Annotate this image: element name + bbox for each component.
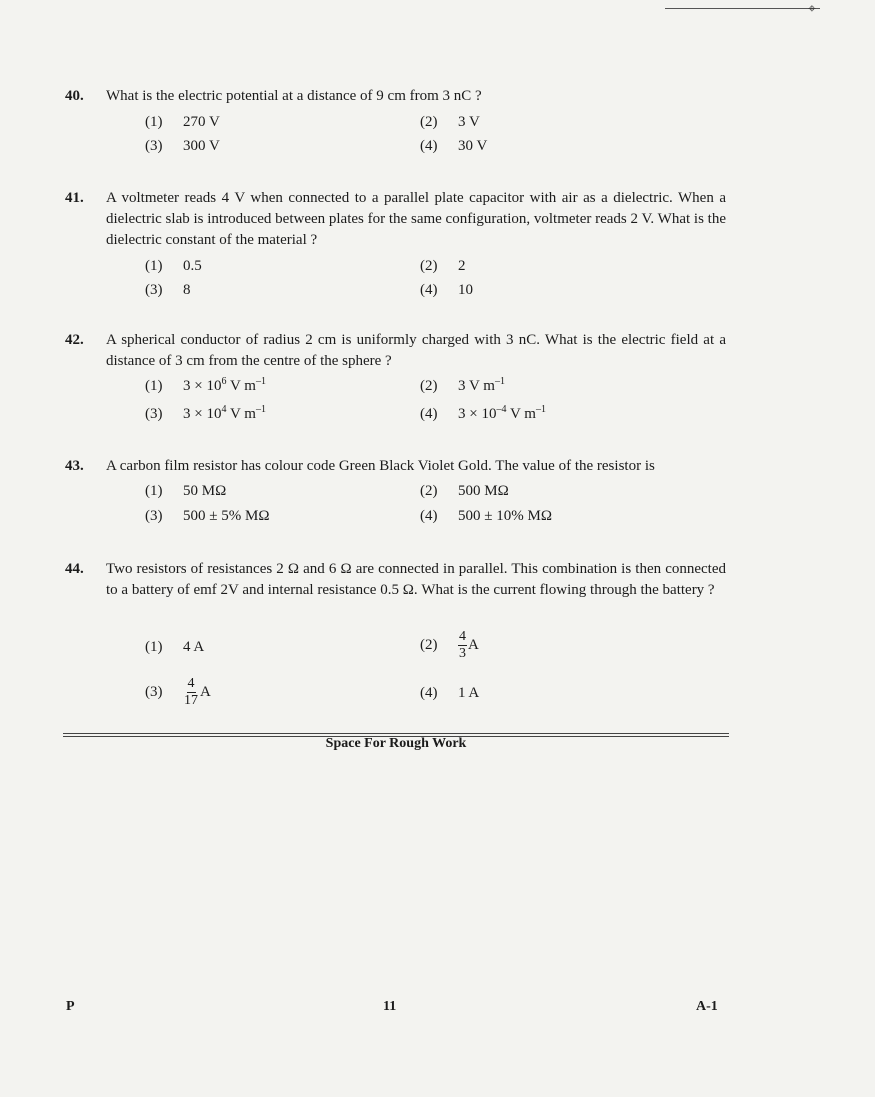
option-1: (1) 50 MΩ [145, 483, 227, 499]
option-4: (4) $3 \times 10^{-4}$ V $m^{-1}$ [420, 404, 546, 422]
question-number: 43. [65, 458, 84, 474]
option-3: (3) 500 ± 5% MΩ [145, 508, 270, 524]
page-number: 11 [383, 999, 397, 1014]
option-1: (1) 0.5 [145, 258, 202, 274]
question-number: 40. [65, 88, 84, 104]
option-4: (4) 500 ± 10% MΩ [420, 508, 552, 524]
question-text: A carbon film resistor has colour code Green Black Violet Gold. The value of the resistor is [106, 458, 655, 474]
question-44 [65, 559, 725, 714]
question-42 [65, 330, 725, 430]
question-text: A spherical conductor of radius 2 cm is uniformly charged with 3 nC. What is the electric field at a distance of 3 cm from the centre of the sphere ? [106, 332, 726, 369]
option-2: (2) 500 MΩ [420, 483, 509, 499]
pin-icon: ⌖ [808, 2, 816, 17]
question-text: Two resistors of resistances 2 Ω and 6 Ω are connected in parallel. This combination is then connected to a battery of emf 2V and internal resistance 0.5 Ω. What is the current flowing through the battery ? [106, 561, 726, 598]
option-2: (2) 2 [420, 258, 466, 274]
paper-code: A-1 [696, 999, 718, 1014]
fraction: $\frac{4}{3}$ [459, 629, 466, 661]
fraction: $\frac{4}{17}$ [184, 676, 198, 708]
option-2: (2) $\frac{4}{3}$ A [420, 629, 479, 661]
option-3: (3) $3 \times 10^4$ V $m^{-1}$ [145, 404, 266, 422]
option-1: (1) 270 V [145, 114, 220, 130]
option-4: (4) 10 [420, 282, 473, 298]
question-text: A voltmeter reads 4 V when connected to a parallel plate capacitor with air as a dielectric. When a dielectric slab is introduced between plates for the same configuration, voltmeter reads 2 V. What is the dielectric constant of the material ? [106, 190, 726, 248]
question-41 [65, 188, 725, 303]
top-rule [665, 8, 820, 9]
option-4: (4) 30 V [420, 138, 488, 154]
option-4: (4) 1 A [420, 685, 480, 701]
option-1: (1) $3 \times 10^6$ V $m^{-1}$ [145, 376, 266, 394]
question-number: 41. [65, 190, 84, 206]
option-2: (2) 3 V [420, 114, 480, 130]
option-1: (1) 4 A [145, 639, 205, 655]
rough-work-heading: Space For Rough Work [325, 736, 467, 751]
question-number: 44. [65, 561, 84, 577]
question-number: 42. [65, 332, 84, 348]
option-3: (3) 300 V [145, 138, 220, 154]
option-3: (3) 8 [145, 282, 191, 298]
footer-left: P [66, 999, 75, 1014]
question-40 [65, 86, 725, 156]
option-2: (2) 3 V $m^{-1}$ [420, 376, 505, 394]
option-3: (3) $\frac{4}{17}$ A [145, 676, 211, 708]
question-43 [65, 456, 725, 531]
question-text: What is the electric potential at a distance of 9 cm from 3 nC ? [106, 88, 482, 104]
